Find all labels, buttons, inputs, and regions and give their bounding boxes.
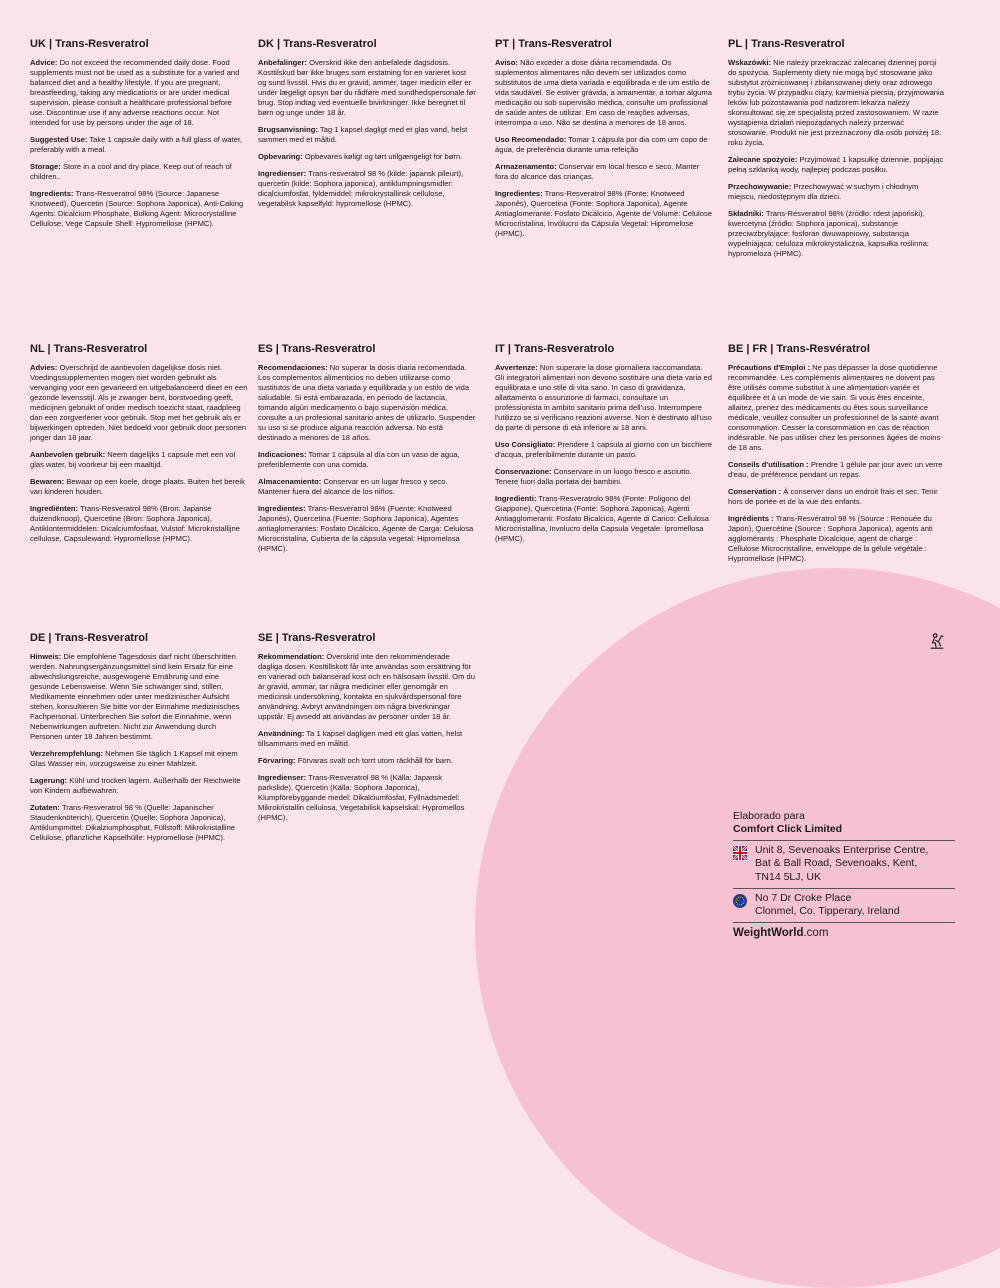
section-be-fr: [728, 343, 946, 571]
advice-paragraph: Advice: Do not exceed the recommended daily dose. Food supplements must not be used as a substitute for a varied and balanced diet and a healthy lifestyle. If you are pregnant, breastfeeding, taking any medications or are under medical supervision, please consult a healthcare professional before use. Discontinue use if any adverse reactions occur. Not intended for use by persons under the age of 18.: [30, 58, 240, 128]
advice-paragraph: Hinweis: Die empfohlene Tagesdosis darf nicht überschritten werden. Nahrungsergänzungsmittel sind kein Ersatz für eine abwechslungsreiche, ausgewogene Ernährung und eine gesunde Lebensweise. Wenn Sie schwanger sind, stillen, Medikamente einnehmen oder unter medizinischer Aufsicht stehen, konsultieren Sie bitte vor der Einnahme medizinisches Fachpersonal. Unterbrechen Sie sofort die Einnahme, wenn Nebenwirkungen auftreten. Nicht zur Anwendung durch Personen unter 18 Jahren bestimmt.: [30, 652, 240, 742]
usage-paragraph: Conseils d'utilisation : Prendre 1 gélule par jour avec un verre d'eau, de préférence pendant un repas.: [728, 460, 943, 480]
advice-paragraph: Aviso: Não exceder a dose diária recomendada. Os suplementos alimentares não devem ser utilizados como substitutos de uma dieta variada e equilibrada e de um estilo de vida saudável. Se estiver grávida, a amamentar, a tomar alguma medicação ou sob supervisão médica, consulte um profissional de saúde antes de utilizar. Em caso de reações adversas, interrompa o uso. Não se destina a menores de 18 anos.: [495, 58, 712, 128]
section-heading: PL | Trans-Resveratrol: [728, 38, 845, 50]
ingredients-paragraph: Ingredienser: Trans-resveratrol 98 % (kilde: japansk pileurt), quercetin (kilde: Sophora japonica), antiklumpningsmidler: dicalciumfosfat, fyldemiddel: mikrokrystallinsk cellulose, vegetabilsk kapselfyld: hypromellose (HPMC).: [258, 169, 464, 209]
storage-paragraph: Lagerung: Kühl und trocken lagern. Außerhalb der Reichweite von Kindern aufbewahren.: [30, 776, 241, 796]
section-heading: SE | Trans-Resveratrol: [258, 632, 376, 644]
storage-paragraph: Conservation : À conserver dans un endroit frais et sec. Tenir hors de portée et de la vue des enfants.: [728, 487, 938, 507]
section-heading: DE | Trans-Resveratrol: [30, 632, 149, 644]
advice-paragraph: Précautions d'Emploi : Ne pas dépasser la dose quotidienne recommandée. Les compléments alimentaires ne doivent pas être utilisés comme substitut à une alimentation variée et équilibrée et à un mode de vie sain. Si vous êtes enceinte, allaitez, prenez des médicaments ou êtes sous surveillance médicale, veuillez consulter un professionnel de la santé avant consommation. Cesser la consommation en cas de réaction indésirable. Ne pas utiliser chez les personnes âgées de moins de 18 ans.: [728, 363, 941, 453]
section-pl: [728, 38, 946, 266]
ie-address-row: [733, 888, 955, 923]
section-heading: UK | Trans-Resveratrol: [30, 38, 149, 50]
usage-paragraph: Aanbevolen gebruik: Neem dagelijks 1 capsule met een vol glas water, bij voorkeur bij een maaltijd.: [30, 450, 236, 470]
advice-paragraph: Wskazówki: Nie należy przekraczać zalecanej dziennej porcji do spożycia. Suplementy diety nie mogą być stosowane jako substytut zróżnicowanej i zbilansowanej diety oraz zdrowego trybu życia. W przypadku ciąży, karmienia piersią, przyjmowania leków lub pozostawania pod nadzorem lekarza należy skonsultować się ze specjalistą przed zastosowaniem. W razie wystąpienia działań niepożądanych należy przerwać stosowanie. Produkt nie jest przeznaczony dla osób poniżej 18. roku życia.: [728, 58, 944, 148]
storage-paragraph: Opbevaring: Opbevares køligt og tørt utilgængeligt for børn.: [258, 152, 463, 162]
section-heading: DK | Trans-Resveratrol: [258, 38, 377, 50]
section-dk: [258, 38, 476, 216]
uk-flag-icon: [733, 846, 747, 860]
advice-paragraph: Advies: Overschrijd de aanbevolen dagelijkse dosis niet. Voedingssupplementen mogen niet worden gebruikt als vervanging voor een gevarieerd en uitgebalanceerd dieet en een gezonde levensstijl. Als je zwanger bent, borstvoeding geeft, medicijnen gebruikt of onder medisch toezicht staat, raadpleeg dan een zorgverlener voor gebruik. Stop met het gebruik als er bijwerkingen optreden. Niet bedoeld voor gebruik door personen jonger dan 18 jaar.: [30, 363, 248, 443]
usage-paragraph: Zalecane spożycie: Przyjmować 1 kapsułkę dziennie, popijając pełną szklanką wody, najlepiej podczas posiłku.: [728, 155, 944, 175]
storage-paragraph: Bewaren: Bewaar op een koele, droge plaats. Buiten het bereik van kinderen houden.: [30, 477, 245, 497]
advice-paragraph: Anbefalinger: Overskrid ikke den anbefalede dagsdosis. Kosttilskud bør ikke bruges som erstatning for en varieret kost og sund livsstil. Hvis du er gravid, ammer, tager medicin eller er under lægeligt opsyn bør du rådføre med sundhedspersonale før brug. Stop indtag ved eventuelle bivirkninger. Ikke beregnet til børn og unge under 18 år.: [258, 58, 476, 118]
storage-paragraph: Almacenamiento: Conservar en un lugar fresco y seco. Mantener fuera del alcance de los niños.: [258, 477, 448, 497]
advice-paragraph: Avvertenze: Non superare la dose giornaliera raccomandata. Gli integratori alimentari non devono sostituire una dieta varia ed equilibrata e uno stile di vita sano. In caso di gravidanza, allattamento o assunzione di farmaci, consultare un professionista in ambito sanitario prima dell'uso. Interrompere l'utilizzo se si verificano reazioni avverse. Non è destinato all'uso da parte di persone di età inferiore ai 18 anni.: [495, 363, 712, 433]
storage-paragraph: Conservazione: Conservare in un luogo fresco e asciutto. Tenere fuori dalla portata dei bambini.: [495, 467, 692, 487]
recycle-icon: [928, 632, 946, 650]
ingredients-paragraph: Składniki: Trans-Resveratrol 98% (źródło: rdest japoński), kwercetyna (źródło: Sophora japonica), substancje przeciwzbrylające: fosforan dwuwapniowy, substancja wypełniająca: celuloza mikrokrystaliczna, kapsułka roślinna: hypromeloza (HPMC).: [728, 209, 929, 259]
address-line: No 7 Dr Croke Place: [755, 891, 852, 904]
ingredients-paragraph: Zutaten: Trans-Resveratrol 98 % (Quelle: Japanischer Staudenknöterich), Quercetin (Quelle: Sophora Japonica), Antiklumpmittel: Dikalziumphosphat, Füllstoff: Mikrokristalline Cellulose, pflanzliche Kapselhülle: Hypromellose (HPMC).: [30, 803, 235, 843]
section-es: [258, 343, 476, 561]
advice-paragraph: Recomendaciones: No superar la dosis diaria recomendada. Los complementos alimenticios no deben utilizarse como sustitutos de una dieta variada y equilibrada y un estilo de vida saludable. Si está embarazada, en periodo de lactancia, tomando algún medicamento o bajo supervisión médica, consulte a un profesional sanitario antes de utilizarlo. Suspender su uso si se produce alguna reacción adversa. No está destinado a menores de 18 años.: [258, 363, 476, 443]
uk-address-row: [733, 840, 955, 887]
section-heading: PT | Trans-Resveratrol: [495, 38, 612, 50]
storage-paragraph: Armazenamento: Conservar em local fresco e seco. Manter fora do alcance das crianças.: [495, 162, 700, 182]
storage-paragraph: Storage: Store in a cool and dry place. Keep out of reach of children..: [30, 162, 232, 182]
brand-website: WeightWorld.com: [733, 926, 829, 939]
section-de: [30, 632, 248, 850]
section-heading: BE | FR | Trans-Resvératrol: [728, 343, 870, 355]
section-uk: [30, 38, 248, 236]
usage-paragraph: Indicaciones: Tomar 1 cápsula al día con un vaso de agua, preferiblemente con una comida.: [258, 450, 460, 470]
advice-paragraph: Rekommendation: Överskrid inte den rekommenderade dagliga dosen. Kosttillskott får inte användas som ersättning för en varierad och balanserad kost och en hälsosam livsstil. Om du är gravid, ammar, tar några mediciner eller genomgår en medicinsk undersökning, kontakta en sjukvårdspersonal före användning. Avbryt användningen om några biverkningar uppstår. Ej avsedd att användas av personer under 18 år.: [258, 652, 475, 722]
section-it: [495, 343, 713, 551]
section-heading: IT | Trans-Resveratrolo: [495, 343, 615, 355]
usage-paragraph: Uso Consigliato: Prendere 1 capsula al giorno con un bicchiere d'acqua, preferibilmente durante un pasto.: [495, 440, 712, 460]
section-heading: NL | Trans-Resveratrol: [30, 343, 148, 355]
section-nl: [30, 343, 248, 551]
ingredients-paragraph: Ingrédients : Trans-Resvératrol 98 % (Source : Renouée du Japon), Quercétine (Source : Sophora Japonica), agents anti agglomérants : Phosphate Dicalcique, agent de charge : Cellulose Microcristalline, enveloppe de la gélule végétale : Hypromellose (HPMC).: [728, 514, 933, 564]
eu-flag-icon: [733, 894, 747, 908]
made-for-label: Elaborado para: [733, 810, 805, 822]
company-name: Comfort Click Limited: [733, 823, 843, 836]
ingredients-paragraph: Ingredienser: Trans-Resveratrol 98 % (Källa: Japansk parkslide), Quercetin (Källa: Sophora Japonica), Klumpförebyggande medel: Dikalciumfosfat, Fyllnadsmedel: Mikrokristallin cellulosa, Vegetabilisk kapselskal: Hypromellos (HPMC).: [258, 773, 465, 823]
usage-paragraph: Användning: Ta 1 kapsel dagligen med ett glas vatten, helst tillsammans med en måltid.: [258, 729, 463, 749]
ingredients-paragraph: Ingredients: Trans-Resveratrol 98% (Source: Japanese Knotweed), Quercetin (Source: Sophora Japonica), Anti-Caking Agents: Dicalcium Phosphate, Bulking Agent: Microcrystalline Cellulose, Vege Capsule Shell: Hypromellose (HPMC).: [30, 189, 244, 229]
ingredients-paragraph: Ingredienti: Trans-Resveratrolo 98% (Fonte: Poligono del Giappone), Quercetina (Fonte: Sophora Japonica), Agenti Antiagglomeranti: Fosfato Bicalcico, Agente di Carico: Cellulosa Microcristallina, Involucro della Capsula Vegetale: Ipromellosa (HPMC).: [495, 494, 710, 544]
ingredients-paragraph: Ingredientes: Trans-Resveratrol 98% (Fuente: Knotweed Japonés), Quercetina (Fuente: Sophora Japonica), Agentes antiaglomerantes: Fosfato Dicálcico, Agente de Carga: Celulosa Microcristalina, Cubierta de la cápsula vegetal: Hipromelosa (HPMC).: [258, 504, 474, 554]
usage-paragraph: Verzehrempfehlung: Nehmen Sie täglich 1 Kapsel mit einem Glas Wasser ein, vorzugsweise zu einer Mahlzeit.: [30, 749, 238, 769]
usage-paragraph: Uso Recomendado: Tomar 1 cápsula por dia com um copo de água, de preferência durante uma refeição: [495, 135, 708, 155]
address-line: Bat & Ball Road, Sevenoaks, Kent,: [755, 857, 918, 870]
section-heading: ES | Trans-Resveratrol: [258, 343, 376, 355]
manufacturer-info: [733, 810, 955, 940]
ingredients-paragraph: Ingrediënten: Trans-Resveratrol 98% (Bron: Japanse duizendknoop), Quercetine (Bron: Sophora Japonica), Antiklontermiddelen: Dicalciumfosfaat, Vulstof: Microkristallijne cellulose, Capsulewand: Hypromellose (HPMC).: [30, 504, 240, 544]
section-se: [258, 632, 476, 830]
usage-paragraph: Brugsanvisning: Tag 1 kapsel dagligt med et glas vand, helst sammen med et måltid.: [258, 125, 468, 145]
storage-paragraph: Przechowywanie: Przechowywać w suchym i chłodnym miejscu, niedostępnym dla dzieci.: [728, 182, 919, 202]
address-line: Unit 8, Sevenoaks Enterprise Centre,: [755, 844, 929, 857]
usage-paragraph: Suggested Use: Take 1 capsule daily with a full glass of water, preferably with a meal.: [30, 135, 243, 155]
address-line: Clonmel, Co. Tipperary, Ireland: [755, 904, 900, 917]
storage-paragraph: Förvaring: Förvaras svalt och torrt utom räckhåll för barn.: [258, 756, 453, 766]
section-pt: [495, 38, 713, 246]
address-line: TN14 5LJ, UK: [755, 870, 821, 883]
ingredients-paragraph: Ingredientes: Trans-Resveratrol 98% (Fonte: Knotweed Japonês), Quercetina (Fonte: Sophora Japonica), Agente Antiaglomerante: Fosfato Dicálcico, Agente de Volume: Celulose Microcristalina, Invólucro da Cápsula Vegetal: Hipromelose (HPMC).: [495, 189, 712, 239]
